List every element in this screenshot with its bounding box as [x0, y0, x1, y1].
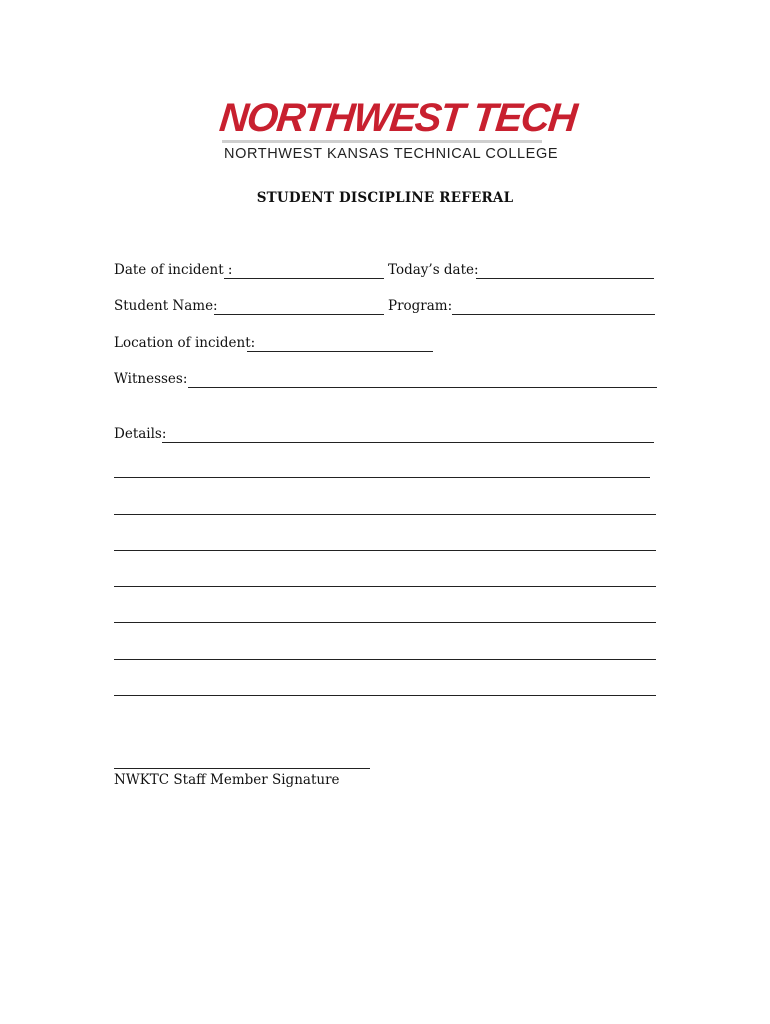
program-label: Program: [388, 298, 453, 314]
todays-date-field[interactable] [476, 278, 654, 279]
student-name-label: Student Name: [114, 298, 218, 314]
details-line[interactable] [114, 695, 656, 696]
signature-line[interactable] [114, 768, 370, 769]
row-dates [114, 262, 659, 284]
date-of-incident-field[interactable] [224, 278, 384, 279]
location-label: Location of incident: [114, 335, 256, 351]
details-field[interactable] [162, 442, 654, 443]
program-field[interactable] [452, 314, 655, 315]
witnesses-label: Witnesses: [114, 371, 188, 387]
details-line[interactable] [114, 659, 656, 660]
details-label: Details: [114, 426, 167, 442]
row-witnesses [114, 371, 659, 393]
row-details [114, 426, 659, 448]
college-logo [217, 96, 579, 166]
logo-tagline: NORTHWEST KANSAS TECHNICAL COLLEGE [224, 146, 559, 162]
witnesses-field[interactable] [188, 387, 657, 388]
details-line[interactable] [114, 514, 656, 515]
todays-date-label: Today’s date: [388, 262, 479, 278]
details-line[interactable] [114, 550, 656, 551]
details-line[interactable] [114, 477, 650, 478]
form-title: STUDENT DISCIPLINE REFERAL [256, 190, 514, 206]
signature-label: NWKTC Staff Member Signature [114, 772, 340, 788]
logo-divider [222, 140, 542, 143]
date-of-incident-label: Date of incident : [114, 262, 233, 278]
location-field[interactable] [247, 351, 433, 352]
details-line[interactable] [114, 622, 656, 623]
row-location [114, 335, 659, 357]
student-name-field[interactable] [214, 314, 384, 315]
row-student [114, 298, 659, 320]
logo-wordmark: NORTHWEST TECH [217, 96, 579, 140]
details-line[interactable] [114, 586, 656, 587]
